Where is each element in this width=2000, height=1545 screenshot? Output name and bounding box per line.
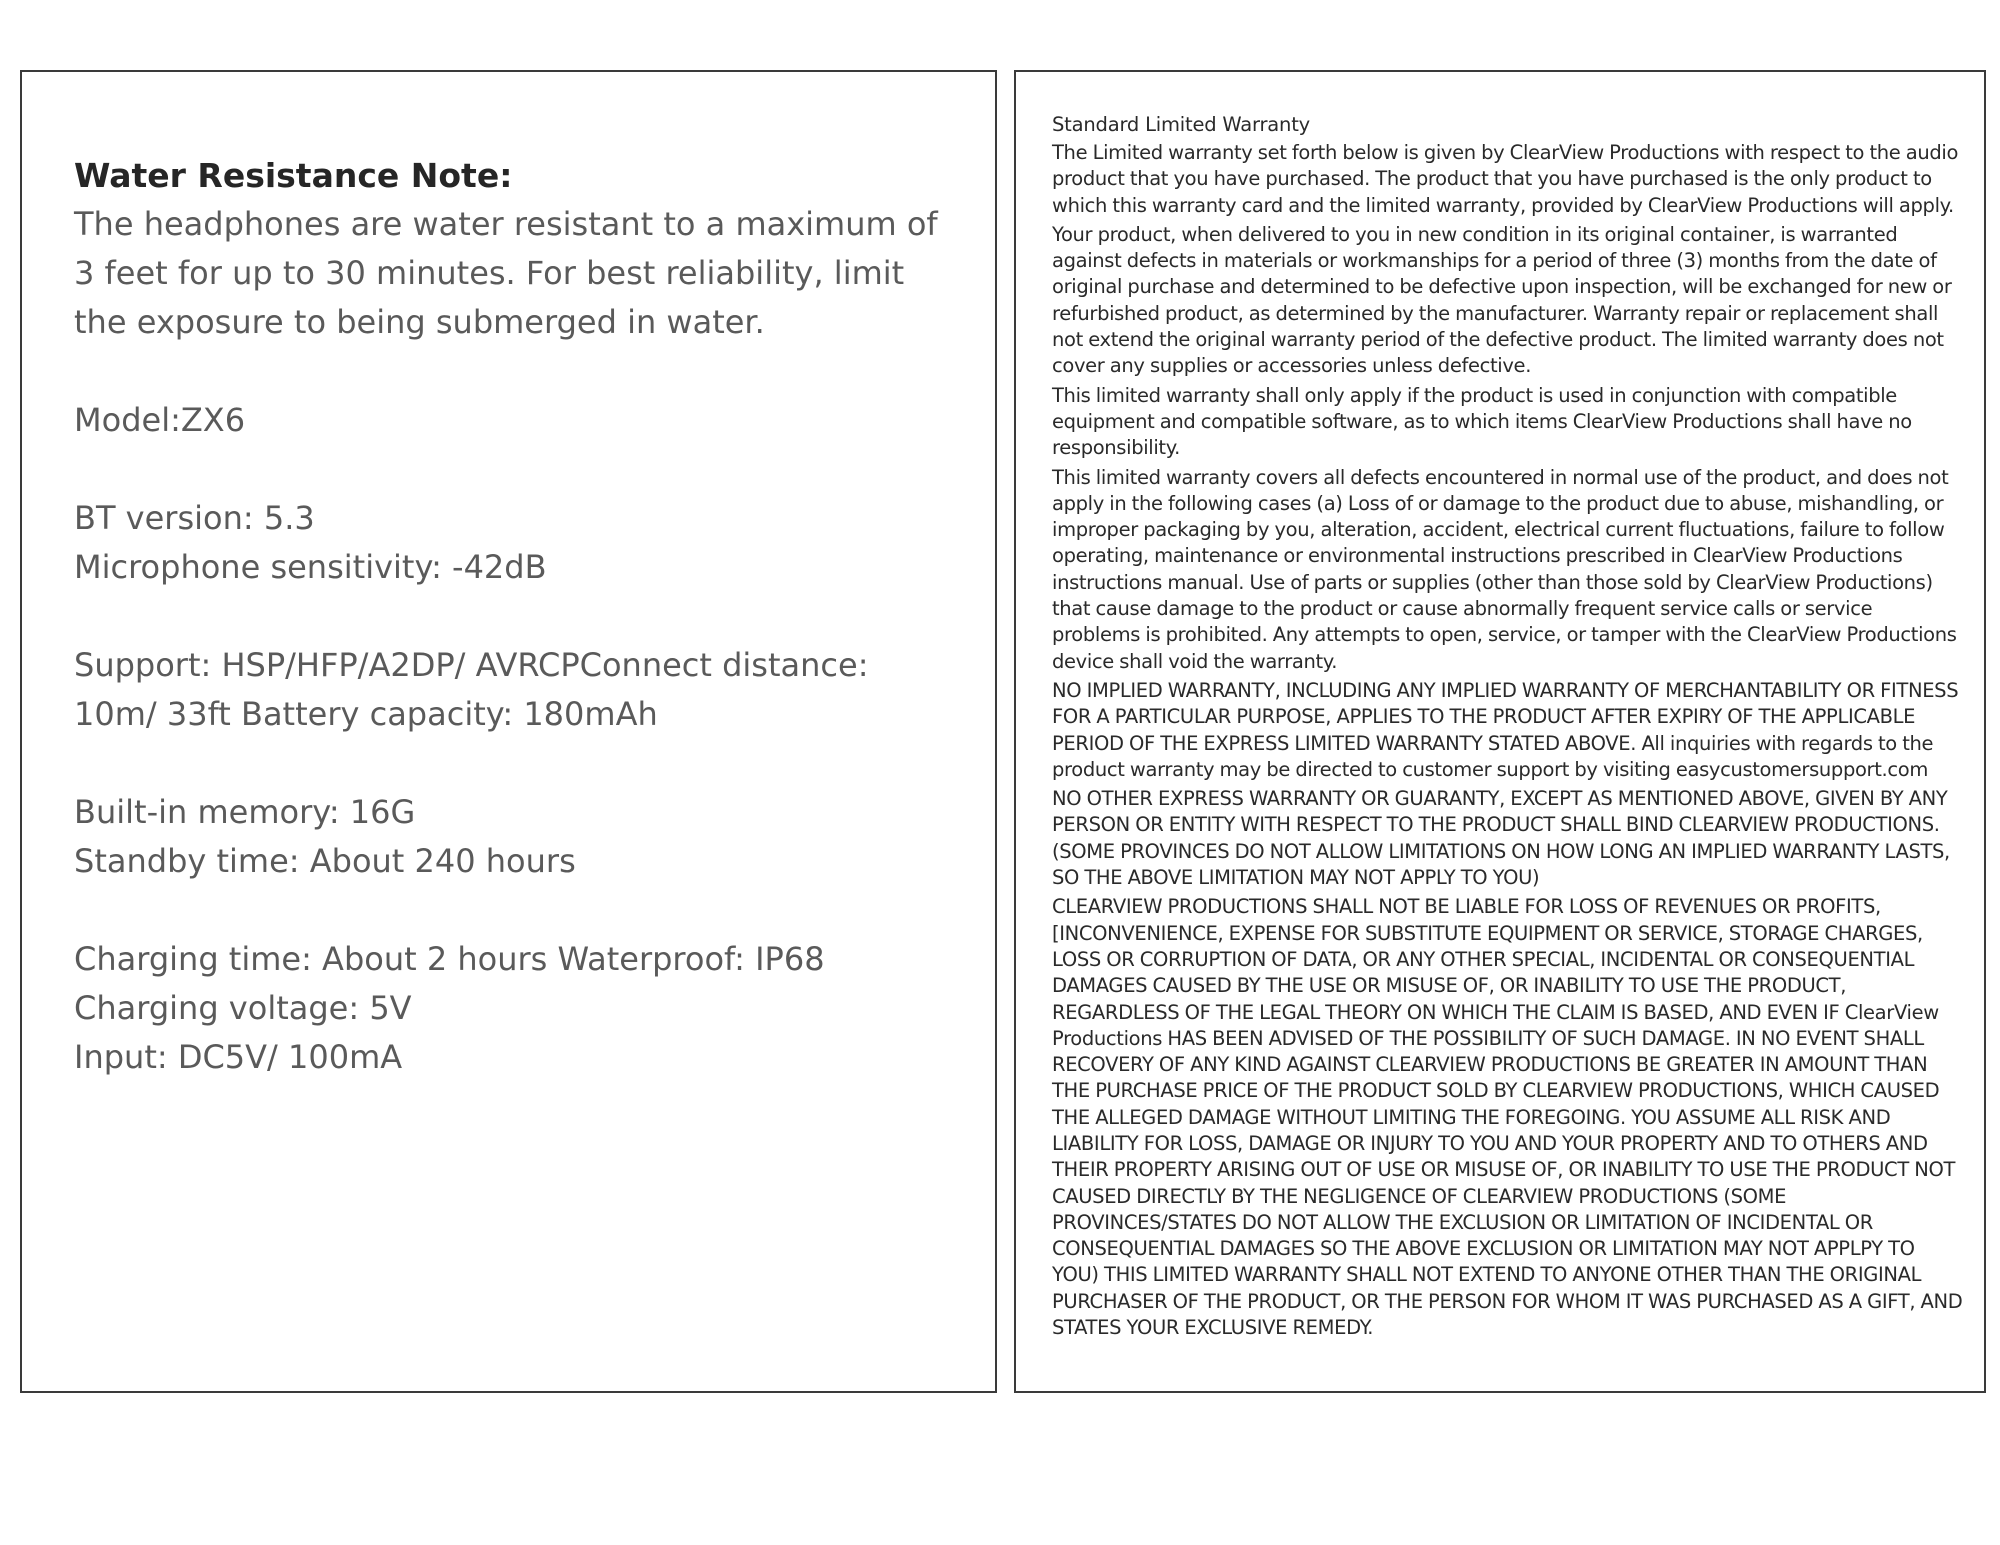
warranty-paragraph-compatibility: This limited warranty shall only apply if the product is used in conjunction with compatible equipment and compatible software, as to which items ClearView Productions shall have no responsibility.	[1052, 383, 1912, 460]
spec-charging-voltage: Charging voltage: 5V	[74, 989, 412, 1027]
warranty-paragraph-exclusions: This limited warranty covers all defects encountered in normal use of the product, and does not apply in the following cases (a) Loss of or damage to the product due to abuse, mishandling, or improper packaging by you, alteration, accident, electrical current fluctuations, failure to follow operating, maintenance or environmental instructions prescribed in ClearView Productions instructions manual. Use of parts or supplies (other than those sold by ClearView Productions) that cause damage to the product or cause abnormally frequent service calls or service problems is prohibited. Any attempts to open, service, or tamper with the ClearView Productions device shall void the warranty.	[1052, 465, 1957, 673]
specifications-content	[74, 152, 955, 1082]
specifications-panel	[20, 70, 997, 1393]
spec-group-model	[74, 396, 955, 445]
spec-input: Input: DC5V/ 100mA	[74, 1038, 403, 1076]
warranty-paragraph-scope: The Limited warranty set forth below is given by ClearView Productions with respect to the audio product that you have purchased. The product that you have purchased is the only product to which this warranty card and the limited warranty, provided by ClearView Productions will apply.	[1052, 141, 1959, 217]
spec-bt-version: BT version: 5.3	[74, 499, 315, 537]
spec-support-distance-battery: Support: HSP/HFP/A2DP/ AVRCPConnect distance: 10m/ 33ft Battery capacity: 180mAh	[74, 646, 869, 733]
spec-charging-time: Charging time: About 2 hours Waterproof: IP68	[74, 940, 825, 978]
spec-microphone-sensitivity: Microphone sensitivity: -42dB	[74, 548, 547, 586]
warranty-paragraph-implied: NO IMPLIED WARRANTY, INCLUDING ANY IMPLIED WARRANTY OF MERCHANTABILITY OR FITNESS FOR A PARTICULAR PURPOSE, APPLIES TO THE PRODUCT AFTER EXPIRY OF THE APPLICABLE PERIOD OF THE EXPRESS LIMITED WARRANTY STATED ABOVE. All inquiries with regards to the product warranty may be directed to customer support by visiting easycustomersupport.com	[1052, 678, 1959, 781]
spec-group-charging	[74, 935, 955, 1082]
spec-group-memory	[74, 788, 955, 886]
spec-model: Model:ZX6	[74, 401, 246, 439]
spec-group-connectivity	[74, 641, 955, 739]
water-resistance-body: The headphones are water resistant to a maximum of 3 feet for up to 30 minutes. For best reliability, limit the exposure to being submerged in water.	[74, 205, 938, 341]
warranty-paragraph-guaranty: NO OTHER EXPRESS WARRANTY OR GUARANTY, EXCEPT AS MENTIONED ABOVE, GIVEN BY ANY PERSON OR ENTITY WITH RESPECT TO THE PRODUCT SHALL BIND CLEARVIEW PRODUCTIONS. (SOME PROVINCES DO NOT ALLOW LIMITATIONS ON HOW LONG AN IMPLIED WARRANTY LASTS, SO THE ABOVE LIMITATION MAY NOT APPLY TO YOU)	[1052, 787, 1950, 890]
spec-standby-time: Standby time: About 240 hours	[74, 842, 576, 880]
warranty-content	[1052, 112, 1964, 1344]
spec-group-audio	[74, 494, 955, 592]
warranty-paragraph-coverage: Your product, when delivered to you in new condition in its original container, is warranted against defects in materials or workmanships for a period of three (3) months from the date of original purchase and determined to be defective upon inspection, will be exchanged for new or refurbished product, as determined by the manufacturer. Warranty repair or replacement shall not extend the original warranty period of the defective product. The limited warranty does not cover any supplies or accessories unless defective.	[1052, 222, 1952, 378]
warranty-panel	[1014, 70, 1986, 1393]
water-resistance-title: Water Resistance Note:	[74, 156, 513, 195]
warranty-paragraph-liability: CLEARVIEW PRODUCTIONS SHALL NOT BE LIABLE FOR LOSS OF REVENUES OR PROFITS, [INCONVENIENCE, EXPENSE FOR SUBSTITUTE EQUIPMENT OR SERVICE, STORAGE CHARGES, LOSS OR CORRUPTION OF DATA, OR ANY OTHER SPECIAL, INCIDENTAL OR CONSEQUENTIAL DAMAGES CAUSED BY THE USE OR MISUSE OF, OR INABILITY TO USE THE PRODUCT, REGARDLESS OF THE LEGAL THEORY ON WHICH THE CLAIM IS BASED, AND EVEN IF ClearView Productions HAS BEEN ADVISED OF THE POSSIBILITY OF SUCH DAMAGE. IN NO EVENT SHALL RECOVERY OF ANY KIND AGAINST CLEARVIEW PRODUCTIONS BE GREATER IN AMOUNT THAN THE PURCHASE PRICE OF THE PRODUCT SOLD BY CLEARVIEW PRODUCTIONS, WHICH CAUSED THE ALLEGED DAMAGE WITHOUT LIMITING THE FOREGOING. YOU ASSUME ALL RISK AND LIABILITY FOR LOSS, DAMAGE OR INJURY TO YOU AND YOUR PROPERTY AND TO OTHERS AND THEIR PROPERTY ARISING OUT OF USE OR MISUSE OF, OR INABILITY TO USE THE PRODUCT NOT CAUSED DIRECTLY BY THE NEGLIGENCE OF CLEARVIEW PRODUCTIONS (SOME PROVINCES/STATES DO NOT ALLOW THE EXCLUSION OR LIMITATION OF INCIDENTAL OR CONSEQUENTIAL DAMAGES SO THE ABOVE EXCLUSION OR LIMITATION MAY NOT APPLPY TO YOU) THIS LIMITED WARRANTY SHALL NOT EXTEND TO ANYONE OTHER THAN THE ORIGINAL PURCHASER OF THE PRODUCT, OR THE PERSON FOR WHOM IT WAS PURCHASED AS A GIFT, AND STATES YOUR EXCLUSIVE REMEDY.	[1052, 895, 1963, 1340]
warranty-title: Standard Limited Warranty	[1052, 113, 1310, 136]
spec-memory: Built-in memory: 16G	[74, 793, 416, 831]
